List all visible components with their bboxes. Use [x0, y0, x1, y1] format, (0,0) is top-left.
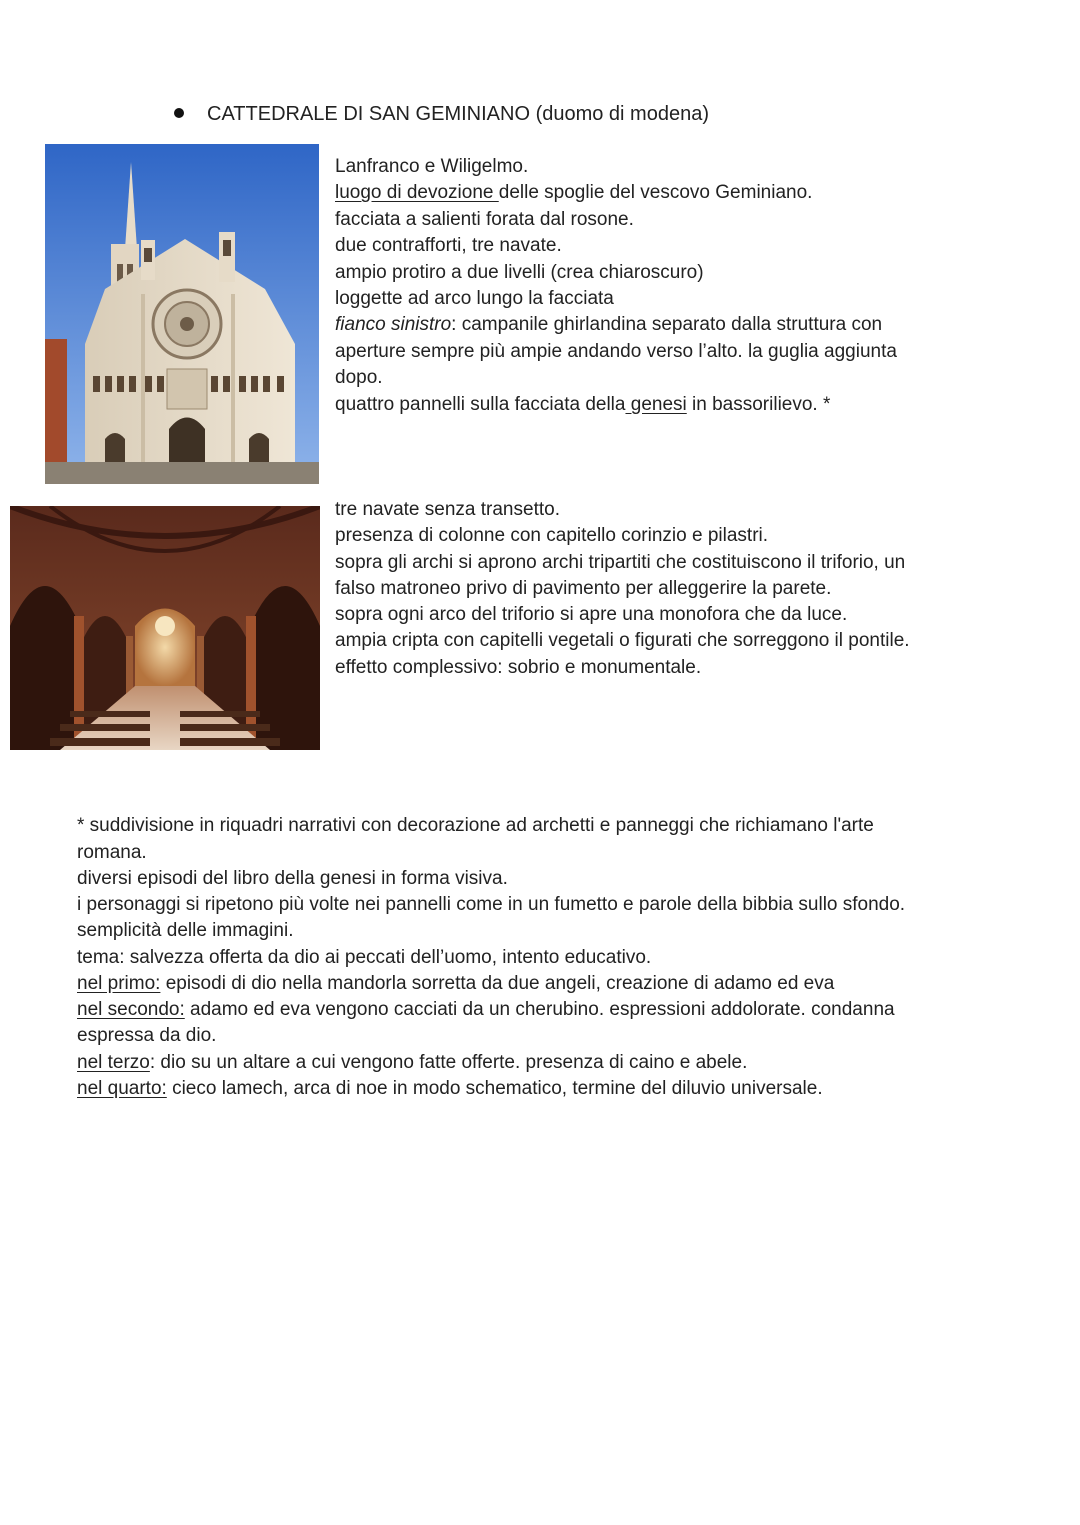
- s1-line-5: ampio protiro a due livelli (crea chiaroscuro): [335, 262, 704, 283]
- s2-line-4: falso matroneo privo di pavimento per alleggerire la parete.: [335, 578, 832, 599]
- s3-line-3: diversi episodi del libro della genesi in forma visiva.: [77, 868, 508, 889]
- s1-line-2: [335, 180, 812, 206]
- s1-line-8: aperture sempre più ampie andando verso l’alto. la guglia aggiunta: [335, 341, 897, 362]
- s1-line-7: [335, 312, 882, 338]
- s3-text: adamo ed eva vengono cacciati da un cherubino. espressioni addolorate. condanna: [184, 999, 895, 1020]
- facade-illustration: [45, 144, 319, 484]
- s1-line-3: facciata a salienti forata dal rosone.: [335, 209, 634, 230]
- s3-text: episodi di dio nella mandorla sorretta da due angeli, creazione di adamo ed eva: [160, 973, 835, 994]
- s3-underlined: nel primo:: [77, 973, 161, 994]
- facade-photo: [45, 144, 319, 484]
- s3-line-4: i personaggi si ripetono più volte nei pannelli come in un fumetto e parole della bibbia sullo sfondo.: [77, 894, 906, 915]
- s3-line-11: [77, 1076, 823, 1102]
- s3-line-9: espressa da dio.: [77, 1025, 217, 1046]
- s1-line-10: [335, 392, 830, 418]
- s1-text: in bassorilievo. *: [686, 394, 831, 415]
- s3-underlined: nel secondo:: [77, 999, 185, 1020]
- s2-line-6: ampia cripta con capitelli vegetali o figurati che sorreggono il pontile.: [335, 630, 910, 651]
- s3-line-6: tema: salvezza offerta da dio ai peccati dell’uomo, intento educativo.: [77, 947, 652, 968]
- page-title: CATTEDRALE DI SAN GEMINIANO (duomo di modena): [207, 103, 709, 125]
- s1-text: : campanile ghirlandina separato dalla struttura con: [451, 314, 883, 335]
- s3-underlined: nel terzo: [77, 1052, 150, 1073]
- s3-line-2: romana.: [77, 842, 147, 863]
- s3-line-7: [77, 971, 834, 997]
- s1-underlined: genesi: [625, 394, 687, 415]
- s3-text: cieco lamech, arca di noe in modo schematico, termine del diluvio universale.: [166, 1078, 823, 1099]
- s2-line-3: sopra gli archi si aprono archi tripartiti che costituiscono il triforio, un: [335, 552, 906, 573]
- s3-line-8: [77, 997, 895, 1023]
- s3-line-1: * suddivisione in riquadri narrativi con decorazione ad archetti e panneggi che richiamano l'arte: [77, 815, 874, 836]
- list-bullet: [174, 108, 184, 118]
- s1-line-6: loggette ad arco lungo la facciata: [335, 288, 614, 309]
- s1-text: quattro pannelli sulla facciata della: [335, 394, 626, 415]
- s1-italic: fianco sinistro: [335, 314, 452, 335]
- s2-line-2: presenza di colonne con capitello corinzio e pilastri.: [335, 525, 769, 546]
- s2-line-1: tre navate senza transetto.: [335, 499, 560, 520]
- interior-illustration: [10, 506, 320, 750]
- s3-text: : dio su un altare a cui vengono fatte offerte. presenza di caino e abele.: [149, 1052, 748, 1073]
- s3-line-5: semplicità delle immagini.: [77, 920, 294, 941]
- s1-line-1: Lanfranco e Wiligelmo.: [335, 156, 529, 177]
- s2-line-7: effetto complessivo: sobrio e monumentale.: [335, 657, 702, 678]
- interior-photo: [10, 506, 320, 750]
- s1-line-4: due contrafforti, tre navate.: [335, 235, 562, 256]
- s3-line-10: [77, 1050, 747, 1076]
- s1-text: delle spoglie del vescovo Geminiano.: [498, 182, 813, 203]
- s2-line-5: sopra ogni arco del triforio si apre una monofora che da luce.: [335, 604, 848, 625]
- s1-underlined: luogo di devozione: [335, 182, 499, 203]
- s3-underlined: nel quarto:: [77, 1078, 167, 1099]
- s1-line-9: dopo.: [335, 367, 383, 388]
